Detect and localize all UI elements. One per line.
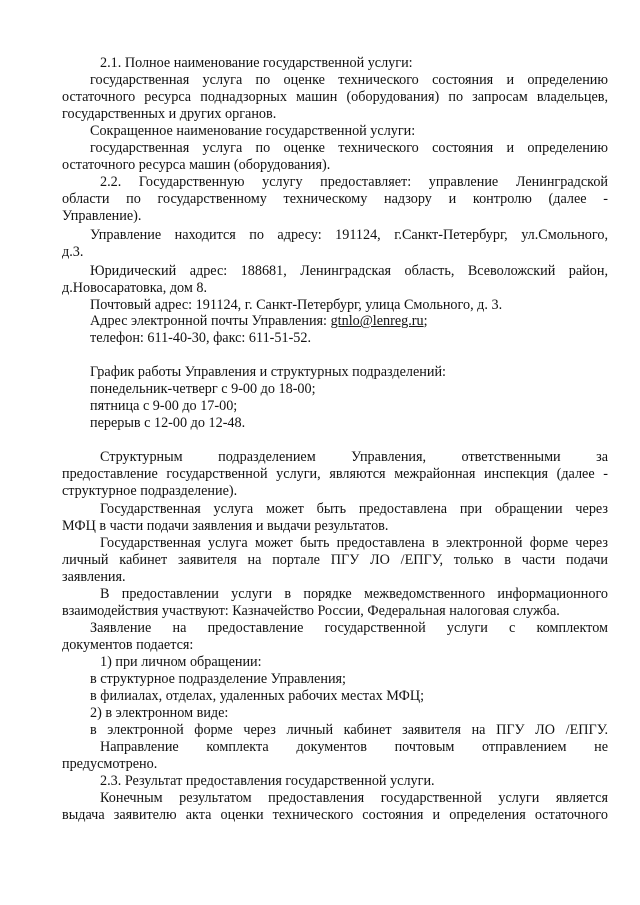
full-name-line-2: остаточного ресурса поднадзорных машин (оборудования) по запросам владельцев, xyxy=(62,89,608,105)
interagency-line-1: В предоставлении услуги в порядке межведомственного информационного xyxy=(100,586,608,602)
application-line-2: документов подается: xyxy=(62,637,194,653)
electronic-line-2: личный кабинет заявителя на портале ПГУ ЛО /ЕПГУ, только в части подачи xyxy=(62,552,608,568)
email-semicolon: ; xyxy=(423,313,428,329)
structural-unit-line-1: Структурным подразделением Управления, ответственными за xyxy=(100,449,608,465)
interagency-line-2: взаимодействия участвуют: Казначейство России, Федеральная налоговая служба. xyxy=(62,603,560,619)
schedule-break: перерыв с 12-00 до 12-48. xyxy=(90,415,246,431)
schedule-mon-thu: понедельник-четверг с 9-00 до 18-00; xyxy=(90,381,316,397)
electronic-heading: 2) в электронном виде: xyxy=(90,705,229,721)
legal-address-line-1: Юридический адрес: 188681, Ленинградская область, Всеволожский район, xyxy=(90,263,608,279)
section-2-2-line-3: Управление). xyxy=(62,208,142,224)
email-label: Адрес электронной почты Управления: xyxy=(90,313,331,329)
email-line xyxy=(90,313,608,330)
schedule-fri: пятница с 9-00 до 17-00; xyxy=(90,398,238,414)
structural-unit-line-3: структурное подразделение). xyxy=(62,483,238,499)
email-link[interactable]: gtnlo@lenreg.ru xyxy=(330,313,424,329)
result-line-2: выдача заявителю акта оценки технического состояния и определения остаточного xyxy=(62,807,608,823)
full-name-line-1: государственная услуга по оценке технического состояния и определению xyxy=(90,72,608,88)
in-person-heading: 1) при личном обращении: xyxy=(100,654,262,670)
application-line-1: Заявление на предоставление государственной услуги с комплектом xyxy=(90,620,608,636)
electronic-line-3: заявления. xyxy=(62,569,126,585)
section-2-1-heading: 2.1. Полное наименование государственной услуги: xyxy=(100,55,413,71)
legal-address-line-2: д.Новосаратовка, дом 8. xyxy=(62,280,208,296)
phone-fax: телефон: 611-40-30, факс: 611-51-52. xyxy=(90,330,312,346)
in-person-item-2: в филиалах, отделах, удаленных рабочих местах МФЦ; xyxy=(90,688,425,704)
result-line-1: Конечным результатом предоставления государственной услуги является xyxy=(100,790,608,806)
schedule-heading: График работы Управления и структурных подразделений: xyxy=(90,364,446,380)
short-name-line-2: остаточного ресурса машин (оборудования). xyxy=(62,157,331,173)
section-2-2-line-1: 2.2. Государственную услугу предоставляет: управление Ленинградской xyxy=(100,174,608,190)
address-line-2: д.3. xyxy=(62,244,84,260)
full-name-line-3: государственных и других органов. xyxy=(62,106,277,122)
mfc-line-1: Государственная услуга может быть предоставлена при обращении через xyxy=(100,501,608,517)
short-name-line-1: государственная услуга по оценке технического состояния и определению xyxy=(90,140,608,156)
address-line-1: Управление находится по адресу: 191124, г.Санкт-Петербург, ул.Смольного, xyxy=(90,227,608,243)
section-2-2-line-2: области по государственному техническому надзору и контролю (далее - xyxy=(62,191,608,207)
mail-line-2: предусмотрено. xyxy=(62,756,158,772)
postal-address: Почтовый адрес: 191124, г. Санкт-Петербург, улица Смольного, д. 3. xyxy=(90,297,503,313)
structural-unit-line-2: предоставление государственной услуги, являются межрайонная инспекция (далее - xyxy=(62,466,608,482)
electronic-line-1: Государственная услуга может быть предоставлена в электронной форме через xyxy=(100,535,608,551)
mail-line-1: Направление комплекта документов почтовым отправлением не xyxy=(100,739,608,755)
in-person-item-1: в структурное подразделение Управления; xyxy=(90,671,347,687)
section-2-3-heading: 2.3. Результат предоставления государственной услуги. xyxy=(100,773,435,789)
mfc-line-2: МФЦ в части подачи заявления и выдачи результатов. xyxy=(62,518,389,534)
electronic-item: в электронной форме через личный кабинет заявителя на ПГУ ЛО /ЕПГУ. xyxy=(90,722,608,738)
short-name-heading: Сокращенное наименование государственной услуги: xyxy=(90,123,416,139)
